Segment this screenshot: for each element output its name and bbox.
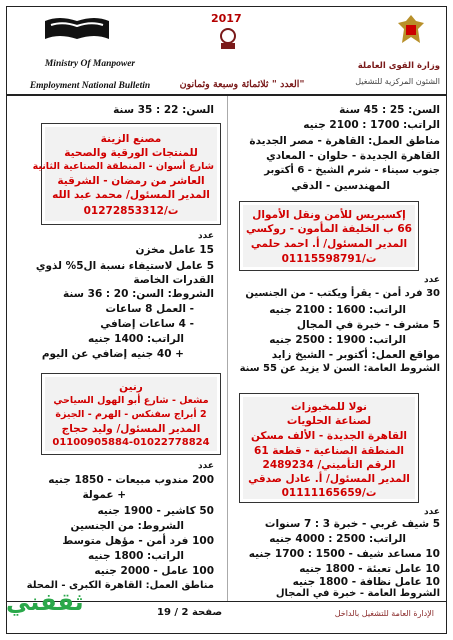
ministry-ar: وزارة القوى العاملة	[357, 61, 440, 71]
job-conditions: الشروط العامة: السن لا يزيد عن 55 سنة	[239, 363, 440, 374]
employer-line: 66 ب الخليفة المأمون - روكسي	[246, 223, 412, 235]
job-line: 10 عامل نظافة - 1800 جنيه	[292, 576, 440, 588]
employer-name: رنين	[119, 381, 143, 393]
employer-line: المنطقة الصناعية - قطعة 61	[254, 445, 404, 457]
employer-line: لصناعة الحلويات	[286, 415, 372, 427]
job-line: 5 مشرف - خبرة في المجال	[296, 319, 440, 331]
job-salary: الراتب: 1600 : 2100 جنيه	[269, 304, 406, 316]
job-locations: مناطق العمل: القاهرة الكبرى - المحلة	[26, 580, 214, 591]
job-salary: الراتب: 1400 جنيه	[88, 333, 184, 345]
count-label: عدد	[198, 461, 214, 471]
footer-admin: الإدارة العامة للتشغيل بالداخل	[334, 609, 434, 618]
right-line: القاهرة الجديدة - حلوان - المعادي	[266, 150, 440, 162]
year: 2017	[211, 12, 242, 25]
employer-line: للمنتجات الورقية والصحية	[64, 147, 198, 159]
left-employer-box-2	[41, 373, 221, 455]
job-conditions: الشروط: من الجنسين	[70, 520, 184, 532]
bulletin-logo-icon	[215, 27, 241, 51]
job-locations: مواقع العمل: أكتوبر - الشيخ زايد	[271, 349, 440, 361]
job-line: 5 عامل لاستيفاء نسبة ال5% لذوي	[35, 260, 214, 272]
job-line: 100 عامل - 2000 جنيه	[94, 565, 214, 577]
issue-title: العدد " ثلاثمائة وسبعة وثمانون"	[179, 79, 305, 90]
job-line: 10 عامل تعبئة - 1800 جنيه	[299, 563, 440, 575]
column-divider	[227, 96, 228, 601]
right-employer-box-1	[239, 201, 419, 271]
job-line: القدرات الخاصة	[133, 274, 214, 286]
employer-line: القاهرة الجديدة - الألف مسكن	[250, 430, 408, 442]
job-conditions: الشروط: السن: 20 : 36 سنة	[63, 288, 214, 300]
employer-phone: ت/01111165659	[281, 487, 377, 499]
job-line: 15 عامل مخزن	[135, 244, 214, 256]
employer-manager: المدير المسئول/ محمد عبد الله	[52, 189, 210, 201]
left-age: السن: 22 : 35 سنة	[113, 104, 214, 116]
employer-line: 2 أبراج سفنكس - الهرم - الجيزة	[55, 409, 207, 420]
employer-phone: 01100905884-01022778824	[52, 437, 210, 448]
job-line: 100 فرد أمن - مؤهل متوسط	[62, 535, 214, 547]
employer-name: إكسبريس للأمن ونقل الأموال	[252, 209, 406, 221]
count-label: عدد	[198, 231, 214, 241]
right-line: السن: 25 : 45 سنة	[339, 104, 440, 116]
employer-line: شارع أسوان - المنطقة الصناعية الثانية	[32, 161, 214, 172]
job-line: 10 مساعد شيف - 1500 : 1700 جنيه	[248, 548, 440, 560]
job-salary: الراتب: 1800 جنيه	[88, 550, 184, 562]
sector-ar: الشئون المركزية للتشغيل	[355, 77, 440, 86]
bulletin-en: Employment National Bulletin	[29, 81, 151, 91]
job-line: 50 كاشير - 1900 جنيه	[97, 505, 214, 517]
job-line: + عمولة	[82, 489, 126, 501]
employer-insurance: الرقم التأميني/ 2489234	[262, 459, 396, 471]
count-label: عدد	[424, 507, 440, 517]
job-line: 200 مندوب مبيعات - 1850 جنيه	[48, 474, 214, 486]
page-number: صفحة 2 / 19	[157, 607, 223, 618]
job-line: 5 شيف غربي - خبرة 3 : 7 سنوات	[264, 518, 440, 530]
job-line: + 40 جنيه إضافي عن اليوم	[41, 348, 184, 360]
employer-line: العاشر من رمضان - الشرقية	[57, 175, 205, 187]
job-salary: الراتب: 2500 : 4000 جنيه	[269, 533, 406, 545]
employer-phone: ت/01272853312	[83, 205, 179, 217]
employer-manager: المدير المسئول/ أ. احمد حلمي	[250, 238, 408, 250]
employer-manager: المدير المسئول/ وليد حجاج	[61, 423, 201, 435]
right-line: الراتب: 1700 : 2100 جنيه	[303, 119, 440, 131]
ministry-en: Ministry Of Manpower	[44, 59, 136, 69]
employer-name: مصنع الزينة	[100, 133, 162, 145]
bulletin-page	[6, 6, 447, 634]
job-salary: الراتب: 1900 : 2500 جنيه	[269, 334, 406, 346]
employer-manager: المدير المسئول/ أ. عادل صدقي	[248, 473, 410, 485]
count-label: عدد	[424, 275, 440, 285]
eagle-emblem-icon	[396, 13, 426, 47]
job-line: - العمل 8 ساعات	[105, 303, 194, 315]
right-line: المهندسين - الدقي	[291, 180, 390, 192]
ministry-logo-icon	[41, 13, 113, 43]
right-employer-box-2	[239, 393, 419, 503]
job-conditions: الشروط العامة - خبرة في المجال	[275, 588, 440, 599]
employer-phone: ت/01115598791	[281, 253, 377, 265]
left-employer-box-1	[32, 123, 221, 225]
right-line: مناطق العمل: القاهرة - مصر الجديدة	[249, 135, 440, 147]
job-line: 30 فرد أمن - يقرأ ويكتب - من الجنسين	[245, 288, 440, 299]
employer-name: نولا للمخبوزات	[291, 401, 367, 413]
header	[7, 7, 446, 93]
watermark: ثقفني	[6, 588, 84, 616]
employer-line: مشعل - شارع أبو الهول السياحي	[53, 395, 209, 406]
job-line: - 4 ساعات إضافي	[100, 318, 194, 330]
right-line: جنوب سيناء - شرم الشيخ - 6 أكتوبر	[264, 165, 440, 176]
